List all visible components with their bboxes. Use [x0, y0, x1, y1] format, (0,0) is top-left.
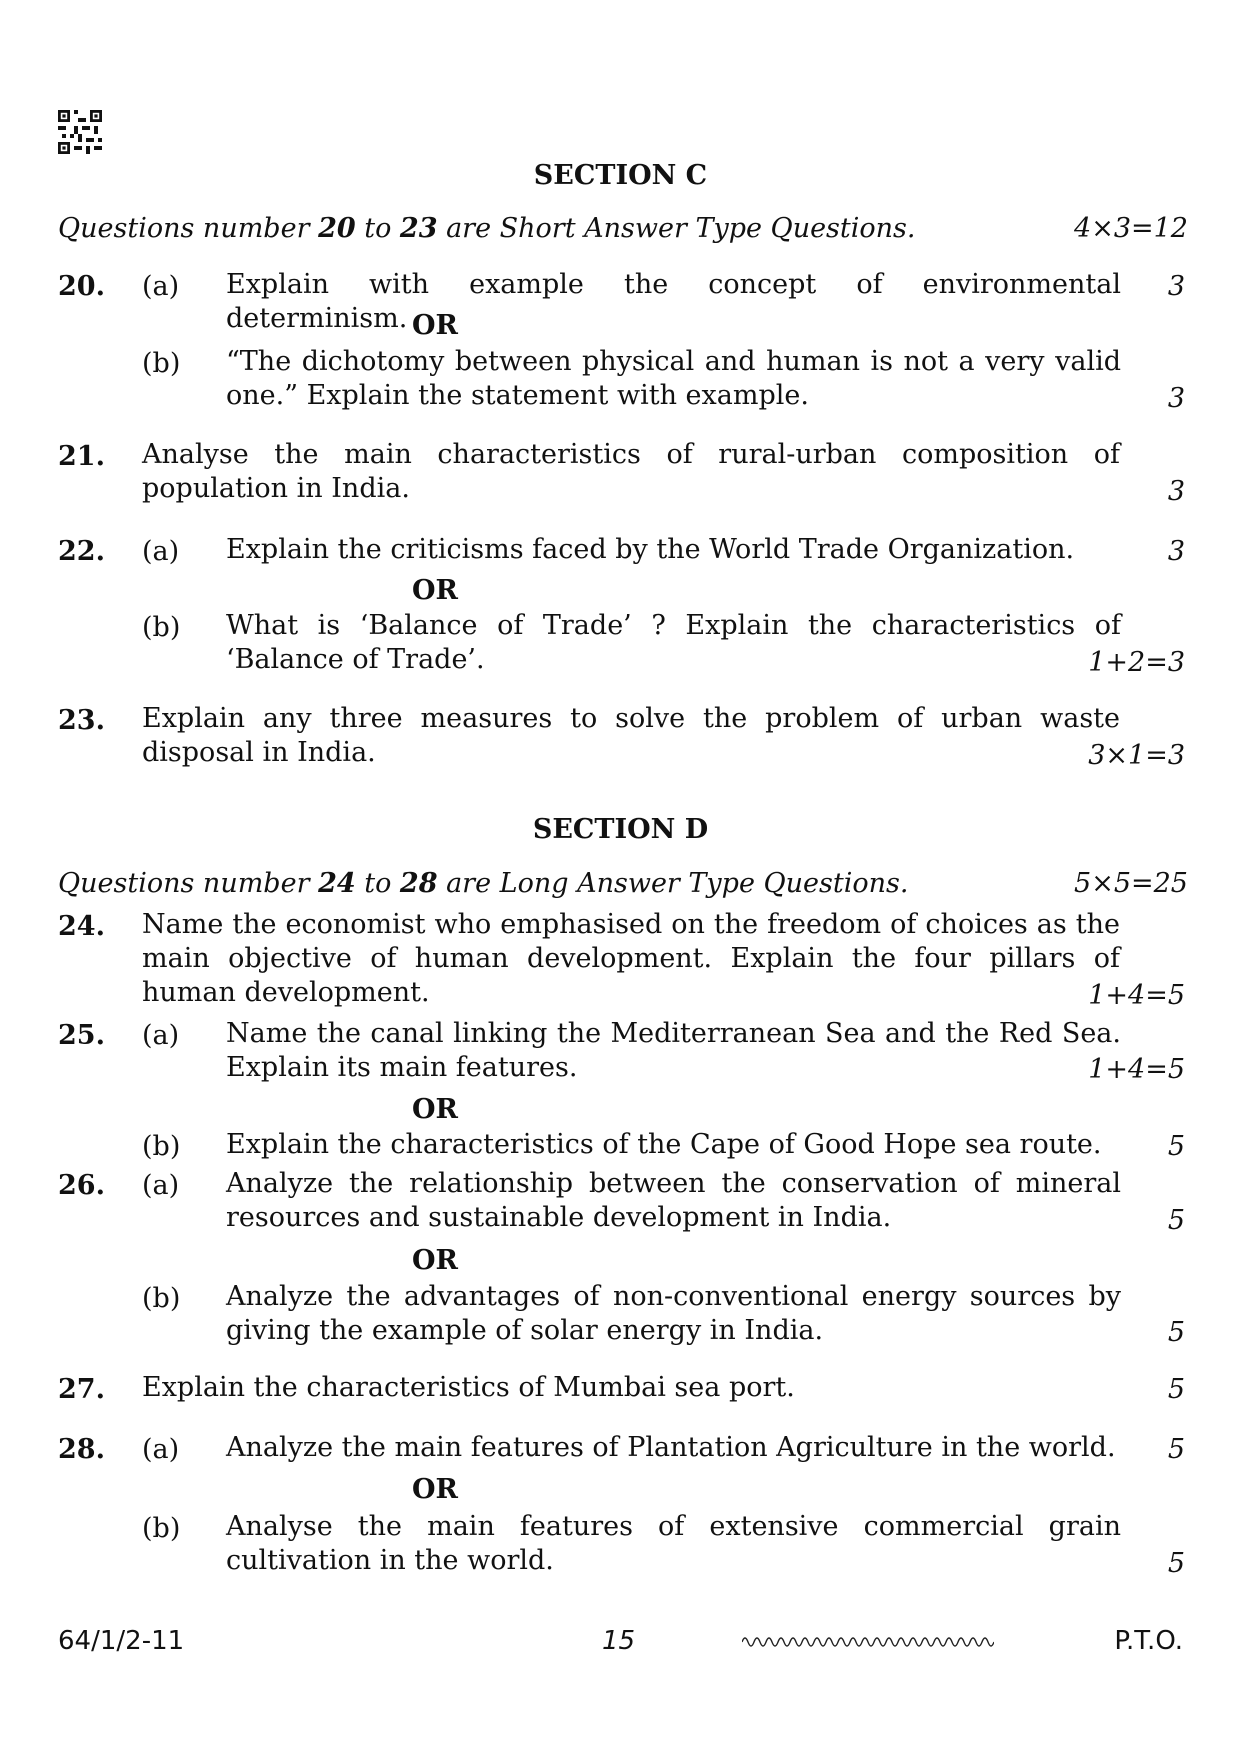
question-number: 20.: [58, 271, 105, 302]
section-d-instruction: [58, 868, 1188, 899]
pto-label: P.T.O.: [1114, 1626, 1183, 1656]
question-marks: 1+4=5: [1088, 1054, 1185, 1085]
question-number: 22.: [58, 536, 105, 567]
question-marks: 5: [1167, 1374, 1185, 1405]
part-label: (a): [142, 1170, 180, 1201]
question-marks: 5: [1167, 1548, 1185, 1579]
question-marks: 3: [1167, 271, 1185, 302]
question-marks: 5: [1167, 1317, 1185, 1348]
question-marks: 5: [1167, 1131, 1185, 1162]
or-divider: OR: [412, 1094, 458, 1125]
wavy-line-icon: [742, 1632, 994, 1652]
question-text: Explain the characteristics of Mumbai sea port.: [142, 1372, 795, 1403]
question-text: Explain with example the concept of environmental determinism.: [226, 269, 1121, 334]
question-number: 28.: [58, 1434, 105, 1465]
question-text: Explain the criticisms faced by the World Trade Organization.: [226, 534, 1075, 565]
question-marks: 5: [1167, 1205, 1185, 1236]
question-text: Name the canal linking the Mediterranean Sea and the Red Sea. Explain its main features.: [226, 1018, 1121, 1083]
section-c-instruction: [58, 213, 1188, 244]
question-text: Analyze the main features of Plantation Agriculture in the world.: [226, 1432, 1116, 1463]
question-marks: 3: [1167, 383, 1185, 414]
or-divider: OR: [412, 310, 458, 341]
question-number: 25.: [58, 1020, 105, 1051]
part-label: (b): [142, 612, 181, 643]
instruction-text: to: [355, 868, 400, 899]
instruction-text: are Long Answer Type Questions.: [437, 868, 909, 899]
question-text: Name the economist who emphasised on the freedom of choices as the main objective of human development. Explain the four pillars of human development.: [142, 909, 1120, 1008]
question-marks: 3: [1167, 476, 1185, 507]
question-number: 23.: [58, 705, 105, 736]
question-text: Analyse the main characteristics of rural-urban composition of population in India.: [142, 439, 1120, 504]
part-label: (b): [142, 1513, 181, 1544]
part-label: (a): [142, 1020, 180, 1051]
part-label: (a): [142, 536, 180, 567]
part-label: (b): [142, 1131, 181, 1162]
section-d-marks: 5×5=25: [1074, 868, 1188, 899]
question-text: Analyze the advantages of non-conventional energy sources by giving the example of solar energy in India.: [226, 1281, 1121, 1346]
question-number: 24.: [58, 911, 105, 942]
question-marks: 1+4=5: [1088, 980, 1185, 1011]
question-marks: 5: [1167, 1434, 1185, 1465]
or-divider: OR: [412, 1474, 458, 1505]
instruction-text: Questions number: [58, 213, 319, 244]
paper-code: 64/1/2-11: [58, 1626, 185, 1656]
part-label: (b): [142, 1283, 181, 1314]
instruction-to: 28: [399, 868, 438, 899]
or-divider: OR: [412, 575, 458, 606]
question-text: Analyse the main features of extensive commercial grain cultivation in the world.: [226, 1511, 1121, 1576]
page-number: 15: [602, 1626, 636, 1656]
instruction-text: to: [355, 213, 400, 244]
instruction-from: 20: [318, 213, 356, 244]
part-label: (a): [142, 271, 180, 302]
question-marks: 3×1=3: [1088, 740, 1185, 771]
question-number: 26.: [58, 1170, 105, 1201]
question-text: Explain any three measures to solve the problem of urban waste disposal in India.: [142, 703, 1120, 768]
section-c-marks: 4×3=12: [1074, 213, 1188, 244]
question-text: Analyze the relationship between the conservation of mineral resources and sustainable development in India.: [226, 1168, 1121, 1233]
instruction-from: 24: [318, 868, 356, 899]
instruction-text: Questions number: [58, 868, 319, 899]
question-text: Explain the characteristics of the Cape of Good Hope sea route.: [226, 1129, 1102, 1160]
instruction-text: are Short Answer Type Questions.: [437, 213, 916, 244]
instruction-to: 23: [399, 213, 438, 244]
or-divider: OR: [412, 1245, 458, 1276]
question-marks: 1+2=3: [1088, 647, 1185, 678]
question-text: What is ‘Balance of Trade’ ? Explain the characteristics of ‘Balance of Trade’.: [226, 610, 1121, 675]
section-c-title: SECTION C: [533, 160, 708, 191]
question-number: 21.: [58, 441, 105, 472]
qr-code-icon: [58, 110, 102, 154]
part-label: (a): [142, 1434, 180, 1465]
section-d-title: SECTION D: [532, 814, 709, 845]
question-number: 27.: [58, 1374, 105, 1405]
part-label: (b): [142, 348, 181, 379]
question-marks: 3: [1167, 536, 1185, 567]
question-text: “The dichotomy between physical and human is not a very valid one.” Explain the statement with example.: [226, 346, 1121, 411]
